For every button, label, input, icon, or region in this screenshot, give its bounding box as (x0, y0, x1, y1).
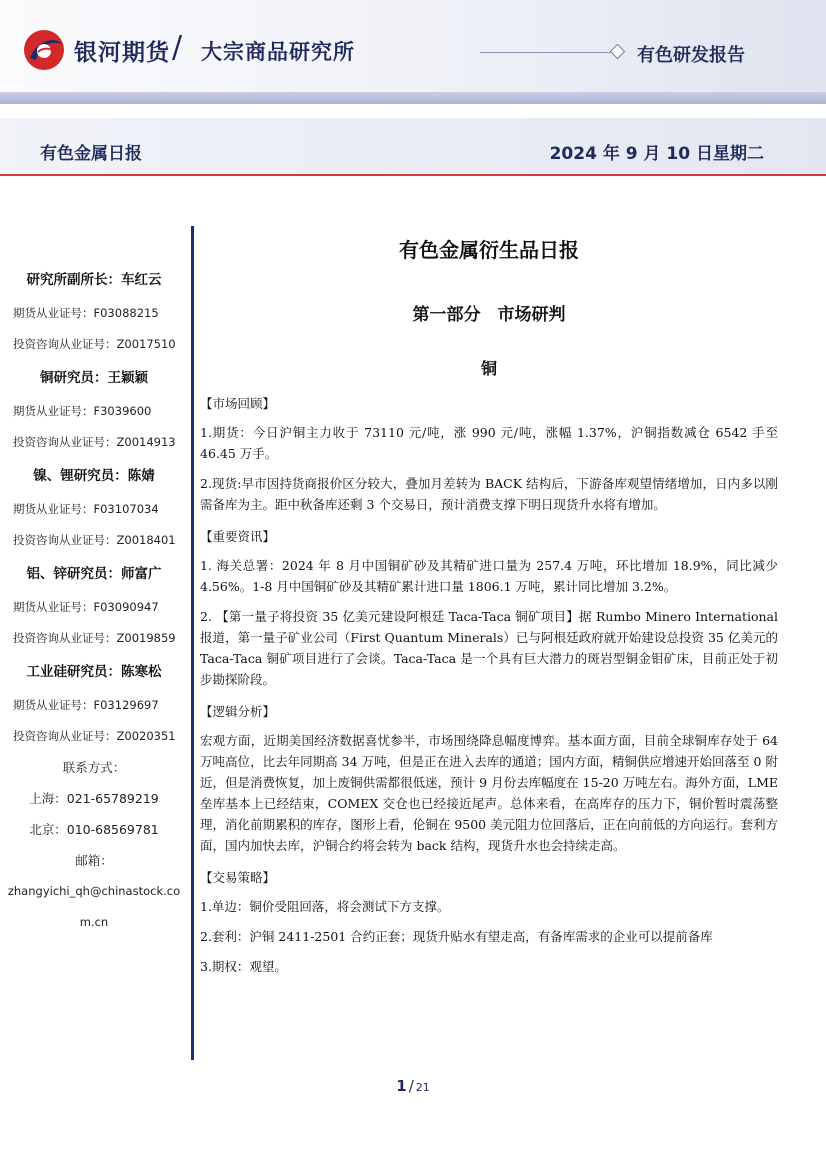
strategy-item: 1.单边：铜价受阻回落，将会测试下方支撑。 (200, 899, 450, 914)
report-series-title: 有色金属日报 (40, 144, 142, 164)
report-type: 有色研发报告 (637, 45, 745, 66)
staff-license: 投资咨询从业证号：Z0019859 (13, 631, 176, 645)
news-item: 1. 海关总署：2024 年 8 月中国铜矿砂及其精矿进口量为 257.4 万吨，环比增加 18.9%，同比减少 4.56%。1-8 月中国铜矿砂及其精矿累计进口量 1806.1 万吨，累计同比增加 3.2%。 (200, 558, 778, 594)
strategy-item: 3.期权：观望。 (200, 959, 287, 974)
contact-label: 联系方式： (62, 760, 126, 775)
news-item: 2. 【第一量子将投资 35 亿美元建设阿根廷 Taca-Taca 铜矿项目】据 Rumbo Minero International 报道，第一量子矿业公司（First Quantum Minerals）已与阿根廷政府就开始建设总投资 35 亿美元的 Taca-Taca 铜矿项目进行了会谈。Taca-Taca 是一个具有巨大潜力的斑岩型铜金钼矿床，目前正处于初步勘探阶段。 (200, 609, 778, 687)
document-title: 有色金属衍生品日报 (399, 238, 579, 262)
staff-license: 投资咨询从业证号：Z0017510 (13, 337, 176, 351)
header-stripe (0, 92, 826, 104)
subheader-red-rule (0, 174, 826, 176)
market-review-spot: 2.现货:早市因持货商报价区分较大，叠加月差转为 BACK 结构后，下游备库观望情绪增加，日内多以刚需备库为主。距中秋备库还剩 3 个交易日，预计消费支撑下明日现货升水将有增加。 (200, 476, 778, 512)
staff-role: 镍、锂研究员：陈婧 (33, 468, 155, 484)
report-date: 2024 年 9 月 10 日星期二 (549, 144, 764, 164)
section-title: 第一部分 市场研判 (412, 305, 566, 325)
market-review-futures: 1.期货：今日沪铜主力收于 73110 元/吨，涨 990 元/吨，涨幅 1.37%，沪铜指数减仓 6542 手至 46.45 万手。 (200, 425, 778, 461)
staff-role: 工业硅研究员：陈寒松 (26, 664, 162, 680)
page-separator: / (408, 1077, 414, 1095)
staff-license: 期货从业证号：F03107034 (13, 502, 159, 516)
institute-name: 大宗商品研究所 (201, 40, 355, 64)
contact-shanghai: 上海：021-65789219 (29, 791, 159, 806)
staff-license: 投资咨询从业证号：Z0020351 (13, 729, 176, 743)
total-pages: 21 (415, 1081, 430, 1094)
current-page: 1 (396, 1077, 407, 1095)
staff-license: 期货从业证号：F03129697 (13, 698, 159, 712)
market-review-tag: 【市场回顾】 (200, 396, 276, 411)
contact-beijing: 北京：010-68569781 (29, 822, 159, 837)
strategy-tag: 【交易策略】 (200, 870, 276, 885)
main-content (200, 226, 778, 977)
galaxy-logo-icon (22, 28, 66, 72)
brand-name: 银河期货 (74, 40, 170, 66)
email-label: 邮箱： (75, 853, 113, 868)
decorative-line (480, 52, 614, 53)
staff-role: 铜研究员：王颖颖 (40, 370, 148, 386)
strategy-item: 2.套利：沪铜 2411-2501 合约正套；现货升贴水有望走高，有备库需求的企业可以提前备库 (200, 929, 713, 944)
brand-separator: / (172, 30, 183, 65)
staff-license: 期货从业证号：F03090947 (13, 600, 159, 614)
staff-role: 研究所副所长：车红云 (26, 272, 162, 288)
page-number (0, 1076, 826, 1095)
staff-license: 期货从业证号：F3039600 (13, 404, 152, 418)
sidebar-divider (191, 226, 194, 1060)
staff-role: 铝、锌研究员：师富广 (26, 566, 162, 582)
staff-license: 投资咨询从业证号：Z0014913 (13, 435, 176, 449)
news-tag: 【重要资讯】 (200, 529, 276, 544)
staff-license: 投资咨询从业证号：Z0018401 (13, 533, 176, 547)
metal-title: 铜 (480, 359, 497, 378)
staff-license: 期货从业证号：F03088215 (13, 306, 159, 320)
sidebar-staff (0, 262, 188, 938)
logic-analysis: 宏观方面，近期美国经济数据喜忧参半，市场围绕降息幅度博弈。基本面方面，目前全球铜库存处于 64 万吨高位，比去年同期高 34 万吨，但是正在进入去库的通道；国内方面，精铜供应增速开始回落至 0 附近，但是消费恢复，加上废铜供需都很低迷，预计 9 月份去库幅度在 15-20 万吨左右。海外方面，LME 垒库基本上已经结束，COMEX 交仓也已经接近尾声。总体来看，在高库存的压力下，铜价暂时震荡整理，消化前期累积的库存，图形上看，伦铜在 9500 美元阻力位回落后，正在向前低的方向运行。套利方面，国内加快去库，沪铜合约将会转为 back 结构，现货升水也会持续走高。 (200, 733, 778, 853)
contact-email[interactable]: zhangyichi_qh@chinastock.com.cn (7, 884, 181, 929)
logic-tag: 【逻辑分析】 (200, 704, 276, 719)
